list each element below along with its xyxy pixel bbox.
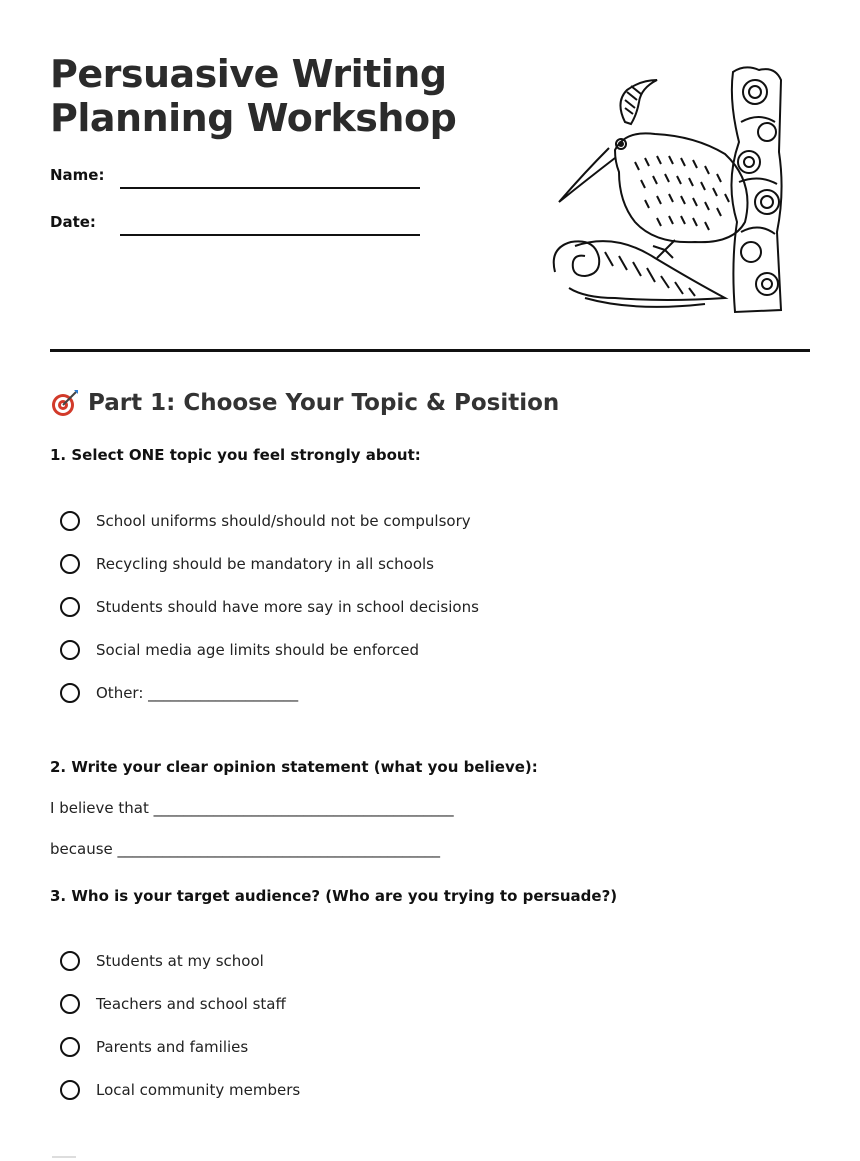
name-label: Name: (50, 166, 105, 184)
question-1: 1. Select ONE topic you feel strongly about: (50, 446, 421, 464)
audience-option[interactable] (60, 1037, 248, 1057)
topic-label: Social media age limits should be enforced (96, 641, 420, 659)
radio-button[interactable] (60, 994, 80, 1014)
name-field[interactable] (120, 187, 420, 189)
radio-button[interactable] (60, 640, 80, 660)
topic-option[interactable] (60, 511, 471, 531)
topic-label: Students should have more say in school decisions (96, 598, 479, 616)
because-statement-field[interactable]: because ___________________________________________ (50, 840, 441, 858)
audience-label: Local community members (96, 1081, 301, 1099)
radio-button[interactable] (60, 511, 80, 531)
topic-option[interactable] (60, 640, 419, 660)
part1-title: Part 1: Choose Your Topic & Position (88, 390, 560, 416)
radio-button[interactable] (60, 554, 80, 574)
audience-label: Teachers and school staff (96, 995, 286, 1013)
topic-label: School uniforms should/should not be compulsory (96, 512, 471, 530)
date-field[interactable] (120, 234, 420, 236)
kiwi-bird-illustration (545, 62, 790, 320)
audience-option[interactable] (60, 951, 264, 971)
radio-button[interactable] (60, 683, 80, 703)
page-footer-mark (52, 1156, 76, 1158)
topic-option[interactable] (60, 554, 434, 574)
radio-button[interactable] (60, 951, 80, 971)
date-label: Date: (50, 213, 96, 231)
radio-button[interactable] (60, 1080, 80, 1100)
audience-label: Parents and families (96, 1038, 249, 1056)
part1-heading (50, 388, 559, 418)
target-dart-icon (50, 388, 80, 418)
topic-label: Recycling should be mandatory in all schools (96, 555, 434, 573)
title-line-2: Planning Workshop (50, 96, 457, 140)
radio-button[interactable] (60, 597, 80, 617)
audience-option[interactable] (60, 994, 286, 1014)
page-title (50, 52, 456, 140)
radio-button[interactable] (60, 1037, 80, 1057)
believe-statement-field[interactable]: I believe that ________________________________________ (50, 799, 454, 817)
audience-option[interactable] (60, 1080, 300, 1100)
section-divider (50, 349, 810, 352)
title-line-1: Persuasive Writing (50, 52, 447, 96)
audience-label: Students at my school (96, 952, 264, 970)
topic-label: Other: ____________________ (96, 684, 299, 702)
question-2: 2. Write your clear opinion statement (what you believe): (50, 758, 538, 776)
topic-option-other[interactable] (60, 683, 298, 703)
topic-option[interactable] (60, 597, 479, 617)
question-3: 3. Who is your target audience? (Who are you trying to persuade?) (50, 887, 618, 905)
